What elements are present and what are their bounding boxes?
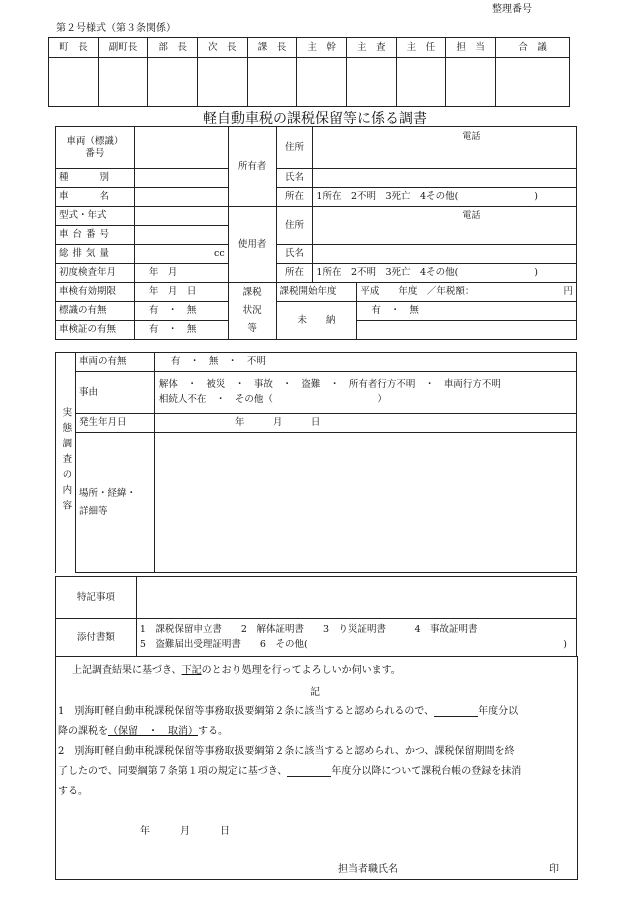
user-whereabouts-label: 所在 — [276, 264, 313, 283]
inspection-cert-label: 車検証の有無 — [56, 321, 135, 340]
item-1-line-2 — [58, 722, 228, 737]
plate-exists-value[interactable]: 有 ・ 無 — [134, 302, 228, 321]
vehicle-type-value[interactable] — [134, 169, 228, 188]
displacement-unit[interactable]: cc — [134, 245, 228, 264]
attachments-options[interactable] — [136, 619, 576, 657]
stamp-cell[interactable] — [197, 58, 247, 107]
tax-start-year-label: 課税開始年度 — [276, 283, 357, 302]
decision-intro-post: のとおり処理を行ってよろしいか伺います。 — [201, 665, 401, 676]
tax-start-year-text: 平成 年度 ／年税額： — [360, 286, 475, 298]
model-year-label: 型式・年式 — [56, 207, 135, 226]
approval-col-8: 主 任 — [396, 38, 446, 58]
vehicle-name-label: 車 名 — [56, 188, 135, 207]
stamp-cell[interactable] — [148, 58, 198, 107]
item-1-choice[interactable]: （保留 ・ 取消） — [108, 726, 198, 737]
approval-col-3: 部 長 — [148, 38, 198, 58]
approval-col-9: 担 当 — [446, 38, 496, 58]
unpaid-label: 未 納 — [276, 302, 357, 340]
approval-col-2: 副町長 — [98, 38, 148, 58]
item-1-text-a: 1 別海町軽自動車税課税保留等事務取扱要綱第２条に該当すると認められるので、 — [58, 706, 435, 717]
survey-side-text: 実態調査の内容 — [60, 406, 72, 516]
approval-col-6: 主 幹 — [297, 38, 347, 58]
decision-intro-underlined: 下記 — [181, 665, 202, 676]
owner-label: 所有者 — [228, 127, 276, 207]
notes-value[interactable] — [136, 577, 576, 619]
item-2-line-2 — [58, 762, 521, 777]
approval-col-5: 課 長 — [247, 38, 297, 58]
inspection-expiry-value[interactable]: 年 月 日 — [134, 283, 228, 302]
inspection-cert-value[interactable]: 有 ・ 無 — [134, 321, 228, 340]
reason-line-2: 相続人不在 ・ その他（ ） — [158, 394, 387, 405]
first-inspection-value[interactable]: 年 月 — [134, 264, 228, 283]
officer-label: 担当者職氏名 — [338, 864, 398, 875]
decision-date[interactable]: 年 月 日 — [140, 826, 230, 837]
displacement-label: 総排気量 — [56, 245, 135, 264]
approval-col-1: 町 長 — [49, 38, 99, 58]
details-value[interactable] — [154, 433, 576, 573]
item-1-year-blank[interactable] — [434, 706, 478, 717]
item-1-text-c-pre: 降の課税を — [58, 726, 108, 737]
vehicle-name-value[interactable] — [134, 188, 228, 207]
stamp-cell[interactable] — [98, 58, 148, 107]
approval-col-7: 主 査 — [346, 38, 396, 58]
plate-number-label-2: 番号 — [85, 147, 105, 159]
plate-number-label-1: 車両（標識） — [66, 135, 124, 147]
user-whereabouts-options[interactable]: 1所在 2不明 3死亡 4その他( ) — [313, 264, 577, 283]
stamp-cell[interactable] — [297, 58, 347, 107]
user-name-label: 氏名 — [276, 245, 313, 264]
vehicle-type-label: 種 別 — [56, 169, 135, 188]
chassis-number-value[interactable] — [134, 226, 228, 245]
user-address-label: 住所 — [276, 207, 313, 245]
ki-heading: 記 — [310, 687, 320, 698]
reason-line-1: 解体 ・ 被災 ・ 事故 ・ 盗難 ・ 所有者行方不明 ・ 車両行方不明 — [158, 379, 501, 391]
owner-address-value[interactable] — [313, 127, 577, 169]
owner-name-value[interactable] — [313, 169, 577, 188]
owner-address-label: 住所 — [276, 127, 313, 169]
owner-whereabouts-label: 所在 — [276, 188, 313, 207]
details-label-2: 詳細等 — [78, 505, 108, 517]
user-address-value[interactable] — [313, 207, 577, 245]
model-year-value[interactable] — [134, 207, 228, 226]
item-2-line-3: する。 — [58, 786, 88, 797]
details-label — [75, 433, 154, 573]
attachments-line-2: 5 盗難届出受理証明書 6 その他( — [139, 639, 308, 650]
first-inspection-label: 初度検査年月 — [56, 264, 135, 283]
owner-phone-label: 電話 — [462, 132, 481, 142]
plate-number-label — [56, 127, 135, 169]
stamp-cell[interactable] — [247, 58, 297, 107]
decision-intro-pre: 上記調査結果に基づき、 — [72, 665, 182, 676]
tax-status-label — [228, 283, 276, 340]
notes-label: 特記事項 — [56, 577, 137, 619]
vehicle-info-table — [55, 126, 577, 340]
stamp-cell[interactable] — [495, 58, 569, 107]
attachments-line-1: 1 課税保留申立書 2 解体証明書 3 り災証明書 4 事故証明書 — [139, 624, 478, 636]
user-label: 使用者 — [228, 207, 276, 283]
approval-col-10: 合 議 — [495, 38, 569, 58]
tax-status-label-3: 等 — [247, 322, 257, 334]
stamp-cell[interactable] — [346, 58, 396, 107]
reason-label: 事由 — [75, 372, 154, 414]
stamp-cell[interactable] — [396, 58, 446, 107]
item-2-text-b-pre: 了したので、同要綱第７条第１項の規定に基づき、 — [58, 766, 288, 777]
unpaid-detail-value[interactable] — [357, 321, 577, 340]
item-1-text-c-post: する。 — [198, 726, 228, 737]
user-phone-label: 電話 — [462, 211, 481, 221]
user-name-value[interactable] — [313, 245, 577, 264]
chassis-number-label: 車台番号 — [56, 226, 135, 245]
reference-number-label: 整理番号 — [492, 4, 532, 15]
yen-unit: 円 — [563, 286, 573, 298]
item-2-line-1: 2 別海町軽自動車税課税保留等事務取扱要綱第２条に該当すると認められ、かつ、課税保留期間を終 — [58, 746, 515, 757]
owner-whereabouts-options[interactable]: 1所在 2不明 3死亡 4その他( ) — [313, 188, 577, 207]
occurrence-date-value[interactable]: 年 月 日 — [154, 414, 576, 433]
item-1-text-b: 年度分以 — [478, 706, 519, 717]
tax-start-year-value[interactable] — [357, 283, 577, 302]
survey-table — [55, 352, 577, 573]
details-label-1: 場所・経緯・ — [78, 487, 136, 499]
tax-status-label-1: 課税 — [242, 287, 262, 299]
reason-options[interactable] — [154, 372, 576, 414]
vehicle-exists-value[interactable]: 有 ・ 無 ・ 不明 — [154, 353, 576, 372]
approval-col-4: 次 長 — [197, 38, 247, 58]
approval-table — [48, 37, 570, 107]
unpaid-value[interactable]: 有 ・ 無 — [357, 302, 577, 321]
decision-intro — [72, 661, 401, 676]
notes-table — [55, 576, 577, 657]
plate-exists-label: 標識の有無 — [56, 302, 135, 321]
owner-name-label: 氏名 — [276, 169, 313, 188]
form-number: 第２号様式（第３条関係） — [56, 23, 176, 34]
vehicle-exists-label: 車両の有無 — [75, 353, 154, 372]
item-1-line-1 — [58, 702, 518, 717]
item-2-text-b-post: 年度分以降について課税台帳の登録を抹消 — [331, 766, 522, 777]
occurrence-date-label: 発生年月日 — [75, 414, 154, 433]
item-2-year-blank[interactable] — [287, 766, 331, 777]
approval-header-row — [49, 38, 570, 58]
survey-side-label — [56, 353, 76, 573]
stamp-cell[interactable] — [49, 58, 99, 107]
plate-number-value[interactable] — [134, 127, 228, 169]
tax-status-label-2: 状況 — [242, 305, 262, 317]
attachments-close-paren: ) — [563, 639, 567, 650]
approval-stamp-row — [49, 58, 570, 107]
attachments-label: 添付書類 — [56, 619, 137, 657]
seal-mark: 印 — [549, 864, 559, 875]
inspection-expiry-label: 車検有効期限 — [56, 283, 135, 302]
document-title: 軽自動車税の課税保留等に係る調書 — [203, 111, 427, 127]
stamp-cell[interactable] — [446, 58, 496, 107]
